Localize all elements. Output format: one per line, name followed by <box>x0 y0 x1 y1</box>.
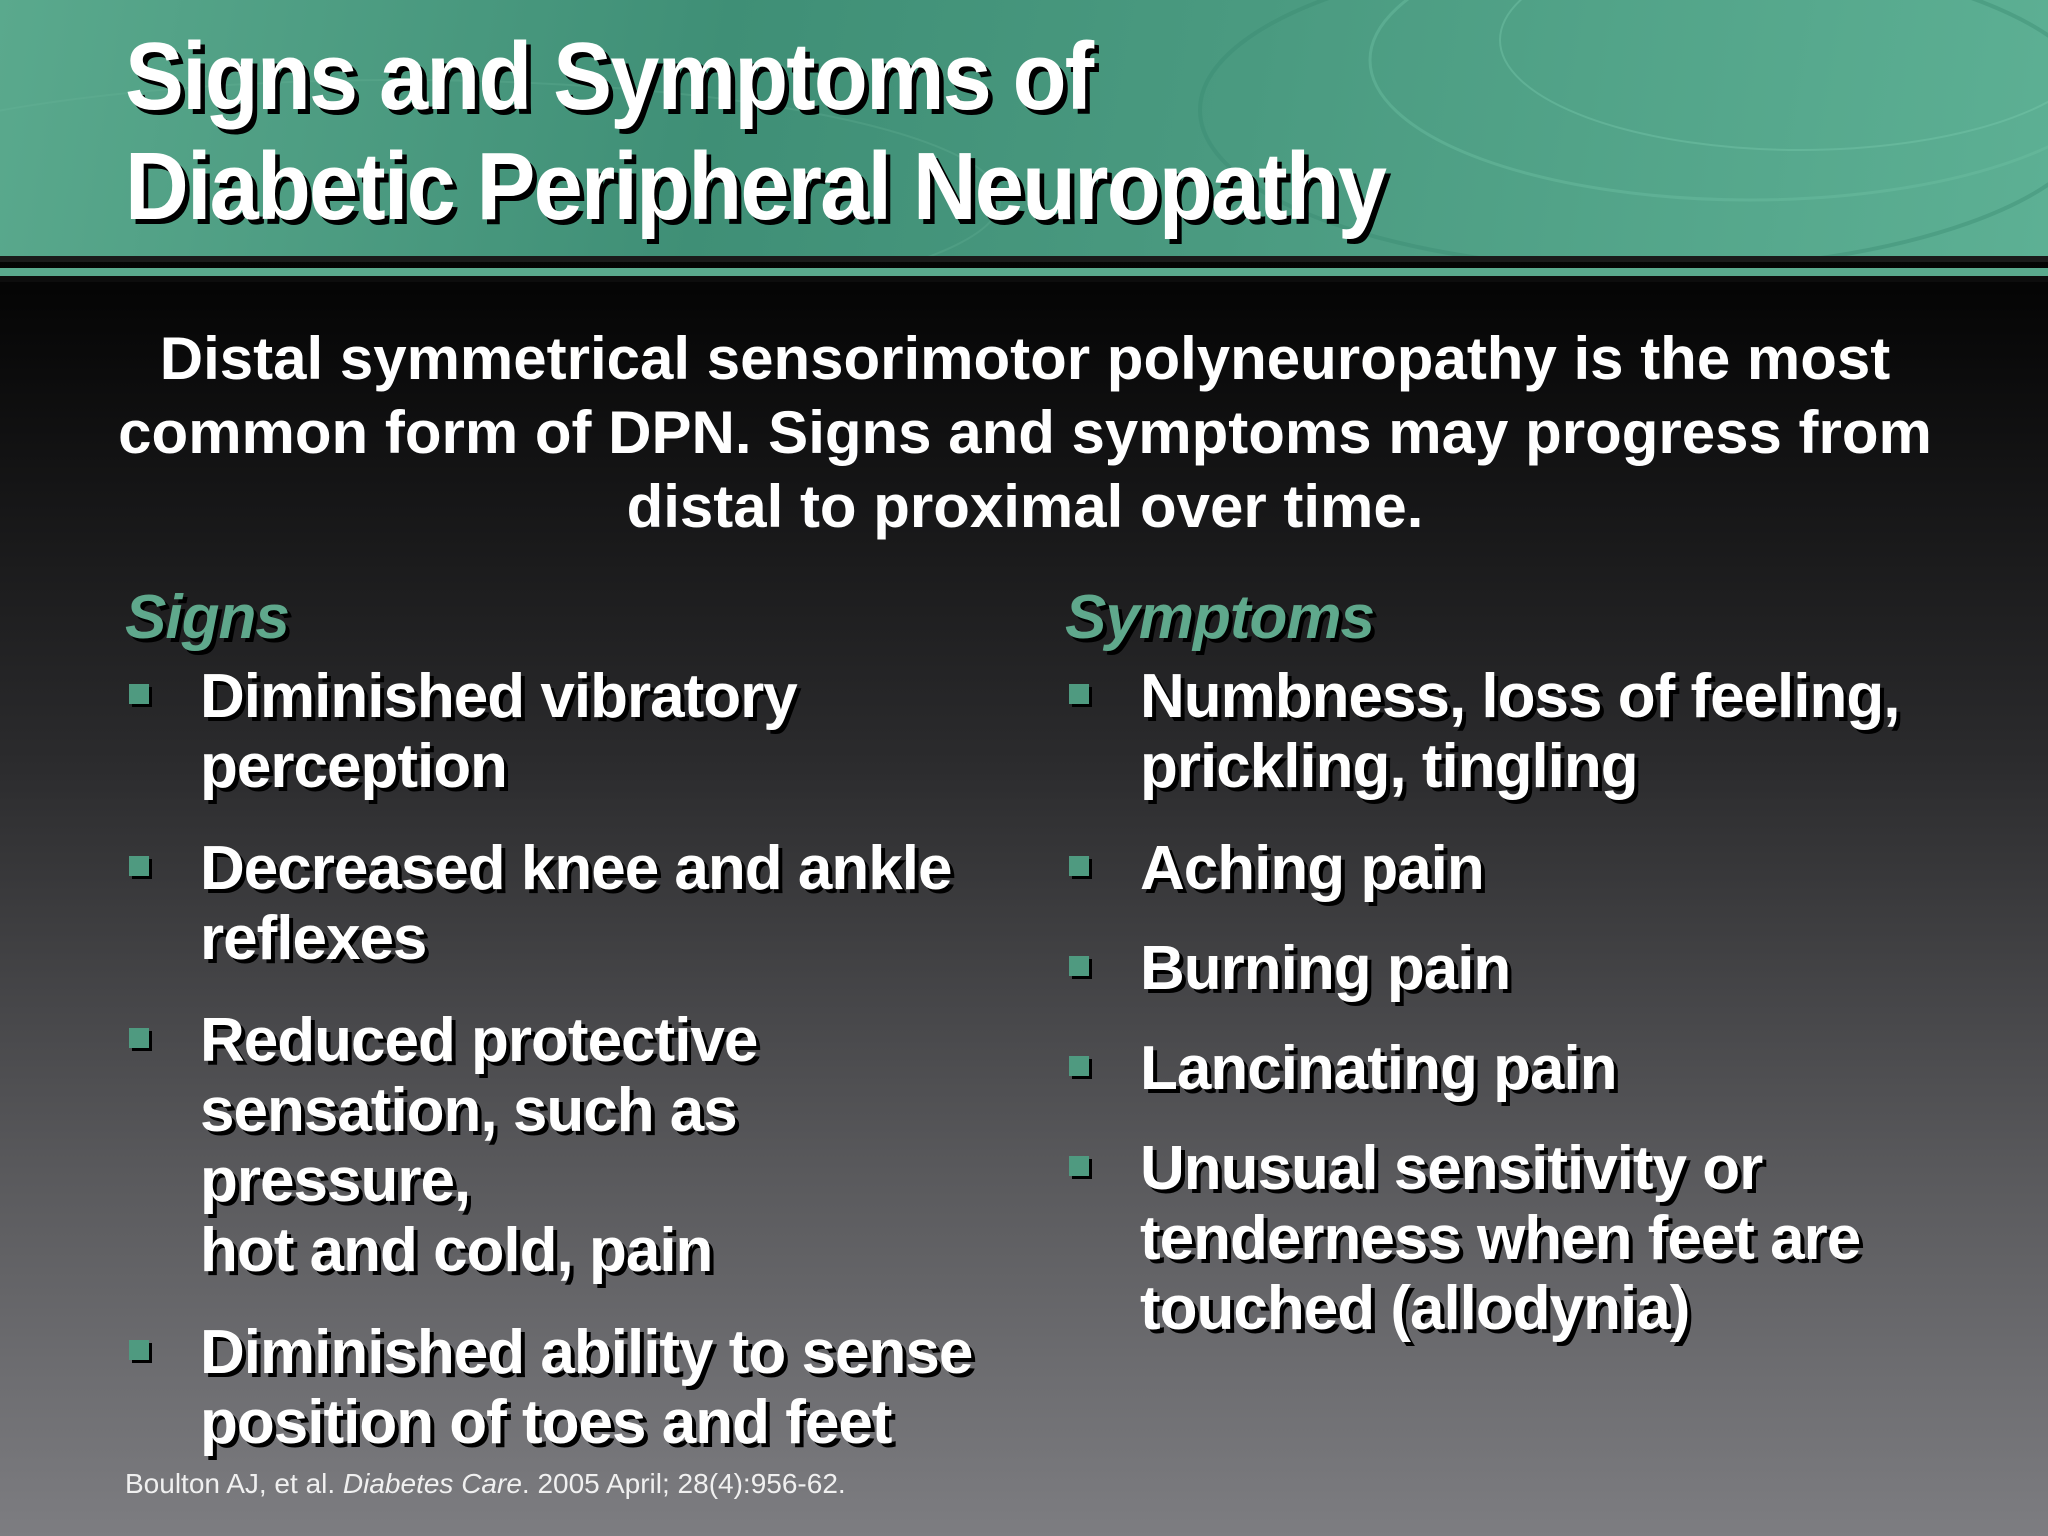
list-item-line: sensation, such as pressure, <box>200 1076 737 1215</box>
list-item <box>1065 934 1965 1004</box>
header-divider-dark-lower <box>0 276 2048 282</box>
list-item-line: perception <box>200 732 507 801</box>
title-line-2: Diabetic Peripheral Neuropathy <box>125 133 1386 240</box>
citation-journal: Diabetes Care <box>342 1468 522 1499</box>
square-bullet-icon <box>1069 684 1089 704</box>
intro-line-1: Distal symmetrical sensorimotor polyneuropathy is the most <box>159 325 1891 392</box>
list-item <box>1065 1034 1965 1104</box>
square-bullet-icon <box>1069 856 1089 876</box>
citation-authors: Boulton AJ, et al. <box>125 1468 336 1499</box>
list-item-line: Lancinating pain <box>1140 1034 1617 1103</box>
signs-column <box>125 578 1005 1490</box>
square-bullet-icon <box>129 1028 149 1048</box>
citation-details: . 2005 April; 28(4):956-62. <box>521 1468 846 1499</box>
header-divider-dark <box>0 256 2048 262</box>
page-title <box>125 22 1385 242</box>
header-divider-green <box>0 268 2048 276</box>
square-bullet-icon <box>129 684 149 704</box>
square-bullet-icon <box>1069 956 1089 976</box>
title-line-1: Signs and Symptoms of <box>125 23 1093 130</box>
list-item-line: Burning pain <box>1140 934 1511 1003</box>
list-item <box>125 834 1005 974</box>
list-item <box>1065 1134 1965 1344</box>
square-bullet-icon <box>129 1340 149 1360</box>
list-item-line: Aching pain <box>1140 834 1484 903</box>
list-item-line: hot and cold, pain <box>200 1216 713 1285</box>
symptoms-heading: Symptoms <box>1065 583 1374 652</box>
list-item-line: Diminished ability to sense <box>200 1318 973 1387</box>
list-item-line: tenderness when feet are <box>1140 1204 1861 1273</box>
list-item-line: prickling, tingling <box>1140 732 1638 801</box>
intro-line-2: common form of DPN. Signs and symptoms may progress from <box>118 399 1932 466</box>
signs-list <box>125 662 1005 1458</box>
symptoms-column <box>1065 578 1965 1376</box>
list-item-line: Reduced protective <box>200 1006 758 1075</box>
symptoms-list <box>1065 662 1965 1344</box>
list-item <box>1065 662 1965 802</box>
list-item-line: touched (allodynia) <box>1140 1274 1690 1343</box>
intro-line-3: distal to proximal over time. <box>626 473 1424 540</box>
list-item <box>125 1006 1005 1286</box>
list-item-line: Diminished vibratory <box>200 662 797 731</box>
list-item-line: Decreased knee and ankle <box>200 834 952 903</box>
square-bullet-icon <box>1069 1156 1089 1176</box>
header-band <box>0 0 2048 256</box>
square-bullet-icon <box>1069 1056 1089 1076</box>
list-item-line: position of toes and feet <box>200 1388 892 1457</box>
list-item <box>125 1318 1005 1458</box>
signs-heading: Signs <box>125 583 289 652</box>
list-item-line: Unusual sensitivity or <box>1140 1134 1763 1203</box>
list-item-line: reflexes <box>200 904 427 973</box>
list-item <box>1065 834 1965 904</box>
list-item <box>125 662 1005 802</box>
intro-text <box>110 322 1940 544</box>
list-item-line: Numbness, loss of feeling, <box>1140 662 1900 731</box>
square-bullet-icon <box>129 856 149 876</box>
citation <box>125 1466 846 1502</box>
